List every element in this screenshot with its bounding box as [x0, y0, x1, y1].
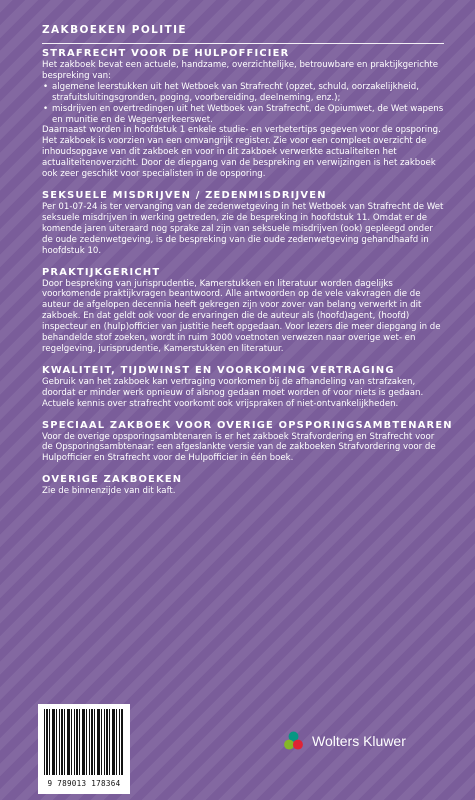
wolters-kluwer-logo-icon [282, 730, 305, 753]
section-heading: SPECIAAL ZAKBOEK VOOR OVERIGE OPSPORINGSAMBTENAREN [42, 419, 453, 431]
section-heading: OVERIGE ZAKBOEKEN [42, 474, 183, 486]
section-strafrecht [42, 47, 444, 180]
section-heading: SEKSUELE MISDRIJVEN / ZEDENMISDRIJVEN [42, 189, 327, 201]
section-body: Gebruik van het zakboek kan vertraging voorkomen bij de afhandeling van strafzaken, doordat er minder werk opnieuw of alsnog gedaan moet worden of voor niets is gedaan. Actuele kennis over strafrecht voorkomt ook vrijspraken of niet-ontvankelijkheden. [42, 376, 424, 409]
section-heading: STRAFRECHT VOOR DE HULPOFFICIER [42, 48, 290, 59]
section-intro: Het zakboek bevat een actuele, handzame, overzichtelijke, betrouwbare en praktijkgerichte bespreking van: [42, 60, 439, 81]
section-body: Door bespreking van jurisprudentie, Kamerstukken en literatuur worden dagelijks voorkomende praktijkvragen beantwoord. Alle antwoorden op de vele vakvragen die de auteur de afgelopen decennia heeft gekregen zijn voor zover van belang verwerkt in dit zakboek. En dat geldt ook voor de ervaringen die de auteur als (hoofd)agent, (hoofd) inspecteur en (hulp)officier van justitie heeft opgedaan. Voor lezers die meer diepgang in de behandelde stof zoeken, wordt in ruim 3000 voetnoten verwezen naar overige wet- en regelgeving, jurisprudentie, Kamerstukken en literatuur. [42, 278, 441, 354]
publisher-name: Wolters Kluwer [312, 733, 406, 749]
publisher-logo [282, 729, 450, 753]
blurb [42, 47, 453, 506]
section-heading: KWALITEIT, TIJDWINST EN VOORKOMING VERTRAGING [42, 364, 395, 376]
series-title: ZAKBOEKEN POLITIE [42, 24, 187, 36]
barcode-bars [44, 709, 124, 775]
series-divider [42, 43, 444, 44]
section-heading: PRAKTIJKGERICHT [42, 266, 161, 278]
topic-list [42, 82, 444, 126]
topic-list-item: • algemene leerstukken uit het Wetboek van Strafrecht (opzet, schuld, oorzakelijkheid, strafuitsluitingsgronden, poging, voorbereiding, deelneming, enz.); [42, 82, 444, 104]
topic-list-item: • misdrijven en overtredingen uit het Wetboek van Strafrecht, de Opiumwet, de Wet wapens en munitie en de Wegenverkeerswet. [42, 104, 444, 126]
section-body: Daarnaast worden in hoofdstuk 1 enkele studie- en verbetertips gegeven voor de opsporing. Het zakboek is voorzien van een omvangrijk register. Zie voor een compleet overzicht de inhoudsopgave van dit zakboek en voor in dit zakboek verwerkte actualiteiten het actualiteitenoverzicht. Door de diepgang van de bespreking en verwijzingen is het zakboek ook zeer geschikt voor specialisten in de opsporing. [42, 125, 441, 180]
isbn-barcode [38, 704, 130, 794]
isbn-number: 9 789013 178364 [47, 779, 121, 788]
section-body: Zie de binnenzijde van dit kaft. [42, 486, 176, 497]
section-overige-zakboeken [42, 473, 444, 497]
section-seksuele-misdrijven [42, 189, 444, 257]
section-body: Per 01-07-24 is ter vervanging van de zedenwetgeving in het Wetboek van Strafrecht de Wet seksuele misdrijven in werking getreden, zie de bespreking in hoofdstuk 11. Omdat er de komende jaren uiteraard nog sprake zal zijn van seksuele misdrijven (ook) gepleegd onder de oude zedenwetgeving, is de bespreking van die oude zedenwetgeving gehandhaafd in hoofdstuk 10. [42, 201, 444, 256]
section-speciaal-zakboek [42, 419, 453, 465]
section-kwaliteit [42, 364, 444, 410]
section-body: Voor de overige opsporingsambtenaren is er het zakboek Strafvordering en Strafrecht voor de Opsporingsambtenaar: een afgeslankte versie van de zakboeken Strafvordering voor de Hulpofficier en Strafrecht voor de Hulpofficier in één boek. [42, 431, 436, 464]
section-praktijkgericht [42, 266, 444, 355]
